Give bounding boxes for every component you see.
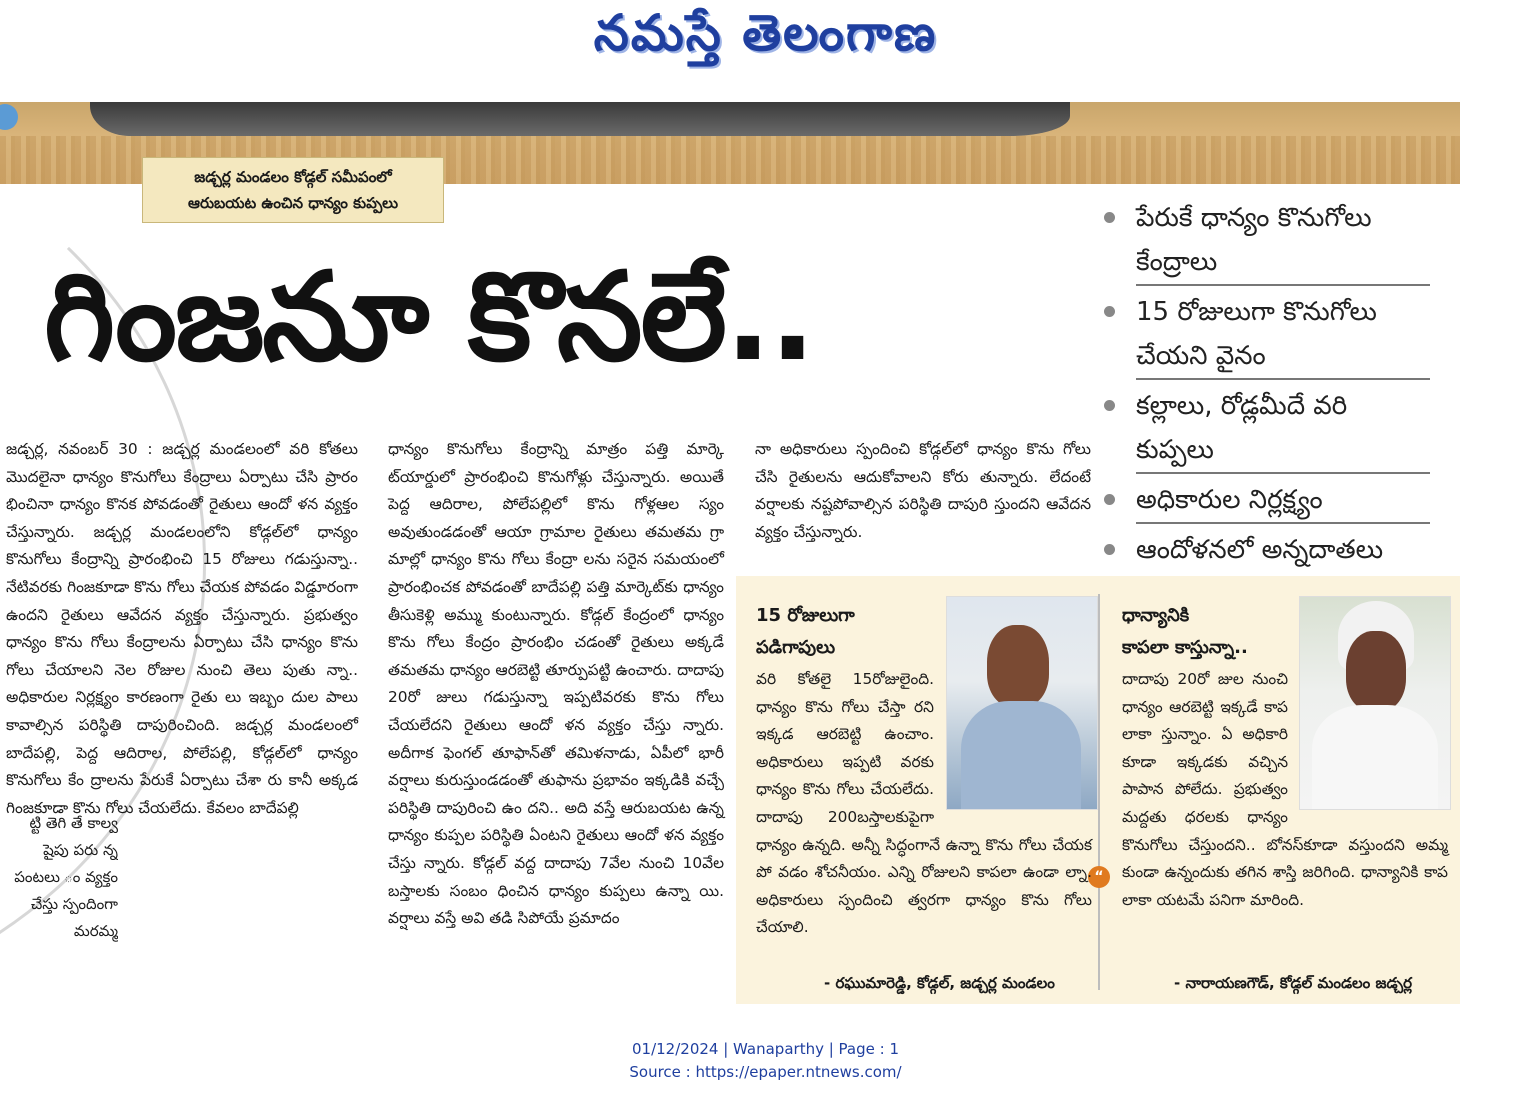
highlight-divider [1136,472,1430,474]
article-column-2 [388,436,724,933]
photo-tarp [90,102,1070,136]
article-text: ధాన్యం కొనుగోలు కేంద్రాన్ని మాత్రం పత్తి మార్కె ట్‌యార్డులో ప్రారంభించి కొనుగోళ్లు చేస్తున్నారు. అయితే పెద్ద ఆదిరాల, పోలేపల్లిలో కొను గోళ్లఆల స్యం అవుతుండడంతో ఆయా గ్రామాల రైతులు తమతమ గ్రా మాల్లో ధాన్యం కొను గోలు కేంద్రా లను సరైన సమయంలో ప్రారంభించక పోవడంతో బాదేపల్లి పత్తి మార్కెట్‌కు ధాన్యం తీసుకెళ్లి అమ్ము కుంటున్నారు. కోడ్గల్ కేంద్రంలో ధాన్యం కొను గోలు కేంద్రం ప్రారంభిం చడంతో రైతులు అక్కడే తమతమ ధాన్యం ఆరబెట్టి తూర్పుపట్టి ఉంచారు. దాదాపు 20రో జులు గడుస్తున్నా ఇప్పటివరకు కొను గోలు చేయలేదని రైతులు ఆందో ళన వ్యక్తం చేస్తు న్నారు. అదీగాక ఫెంగల్ తూఫాన్‌తో తమిళనాడు, ఏపీలో భారీ వర్షాలు కురుస్తుండడంతో తుఫాను ప్రభావం ఇక్కడికి వచ్చే పరిస్థితి దాపురించి ఉం దని.. అది వస్తే ఆరుబయట ఉన్న ధాన్యం కుప్పల పరిస్థితి ఏంటని రైతులు ఆందో ళన వ్యక్తం చేస్తు న్నారు. కోడ్గల్ వద్ద దాదాపు 7వేల నుంచి 10వేల బస్తాలకు సంబం ధించిన ధాన్యం కుప్పలు ఉన్నా యి. వర్షాలు వస్తే అవి తడి సిపోయే ప్రమాదం [388,440,724,928]
highlight-item [1100,384,1430,472]
highlight-divider [1136,378,1430,380]
quote-2-text: దాదాపు 20రో జుల నుంచి ధాన్యం ఆరబెట్టి ఇక్కడే కాప లాకా స్తున్నాం. ఏ అధికారి కూడా ఇక్కడకు వచ్చిన పాపాన పోలేదు. ప్రభుత్వం మద్దతు ధరలకు ధాన్యం కొనుగోలు చేస్తుందని.. బోనస్‌కూడా వస్తుందని అమ్మ కుండా ఉన్నందుకు తగిన శాస్తి జరిగింది. ధాన్యానికి కాప లాకా యటమే పనిగా మారింది. [1122,666,1448,914]
highlights-list [1100,196,1430,572]
photo-caption [142,157,444,223]
article-text: జడ్చర్ల, నవంబర్ 30 : జడ్చర్ల మండలంలో వరి కోతలు మొదలైనా ధాన్యం కొనుగోలు కేంద్రాలు ఏర్పాటు చేసి ప్రారం భించినా ధాన్యం కొనక పోవడంతో రైతులు ఆందో ళన వ్యక్తం చేస్తున్నారు. జడ్చర్ల మండలంలోని కోడ్గల్‌లో ధాన్యం కొనుగోలు కేంద్రాన్ని ప్రారంభించి 15 రోజులు గడుస్తున్నా.. నేటివరకు గింజకూడా కొను గోలు చేయక పోవడం విడ్డూరంగా ఉందని రైతులు ఆవేదన వ్యక్తం చేస్తున్నారు. ప్రభుత్వం ధాన్యం కొను గోలు కేంద్రాలను ఏర్పాటు చేసి ధాన్యం కొను గోలు చేయాలని నెల రోజుల నుంచి తెలు పుతు న్నా.. అధికారుల నిర్లక్ష్యం కారణంగా రైతు లు ఇబ్బం దుల పాలు కావాల్సిన పరిస్థితి దాపురించింది. జడ్చర్ల మండలంలో బాదేపల్లి, పెద్ద ఆదిరాల, పోలేపల్లి, కోడ్గల్‌లో ధాన్యం కొనుగోలు కేం ద్రాలను పేరుకే ఏర్పాటు చేశా రు కానీ అక్కడ గింజకూడా కొను గోలు చేయలేదు. కేవలం బాదేపల్లి [6,440,358,817]
highlight-item [1100,196,1430,284]
highlight-item [1100,528,1430,572]
bullet-icon [1104,306,1115,317]
footer-date-line: 01/12/2024 | Wanaparthy | Page : 1 [632,1040,899,1058]
quote-1-heading-line-2: పడిగాపులు [756,637,836,658]
quote-2-signature: - నారాయణగౌడ్, కోడ్గల్ మండలం జడ్చర్ల [1174,974,1413,992]
highlight-text: 15 రోజులుగా కొనుగోలు చేయని వైనం [1136,297,1377,371]
footer-source-line: Source : https://epaper.ntnews.com/ [629,1063,902,1081]
highlight-divider [1136,522,1430,524]
highlight-divider [1136,284,1430,286]
photo-spacer [1288,666,1448,806]
caption-line-1: జడ్చర్ల మండలం కోడ్గల్ సమీపంలో [194,168,392,186]
bullet-icon [1104,212,1115,223]
highlight-item [1100,290,1430,378]
quote-icon: “ [1088,866,1110,888]
photo-spacer [934,666,1092,806]
footer [0,1038,1531,1084]
article-column-3 [755,436,1091,546]
masthead-title: నమస్తే తెలంగాణ [593,3,938,62]
article-text: నా అధికారులు స్పందించి కోడ్గల్‌లో ధాన్యం కొను గోలు చేసి రైతులను ఆదుకోవాలని కోరు తున్నారు. లేదంటే వర్షాలకు నష్టపోవాల్సిన పరిస్థితి దాపురి స్తుందని ఆవేదన వ్యక్తం చేస్తున్నారు. [755,440,1091,541]
quote-1-heading-line-1: 15 రోజులుగా [756,605,855,626]
quote-1-signature: - రఘుమారెడ్డి, కోడ్గల్, జడ్చర్ల మండలం [824,974,1055,992]
quote-2-heading-line-2: కాపలా కాస్తున్నా.. [1122,637,1248,658]
headline: గింజనూ కొనలే.. [44,246,814,388]
bullet-icon [1104,544,1115,555]
article-column-1 [6,436,358,822]
quotes-divider [1098,594,1100,990]
adjacent-article-fragment: ట్టి తెగి తే కాల్వ షైపు పరు న్న పంటలు ం వ్యక్తం చేస్తు స్పందింగా మరమ్మ [14,814,118,940]
highlight-text: పేరుకే ధాన్యం కొనుగోలు కేంద్రాలు [1136,203,1372,277]
highlight-text: కల్లాలు, రోడ్లమీదే వరి కుప్పలు [1136,391,1348,465]
caption-line-2: ఆరుబయట ఉంచిన ధాన్యం కుప్పలు [187,194,399,212]
highlight-text: అధికారుల నిర్లక్ష్యం [1136,485,1323,515]
quote-2-heading-line-1: ధాన్యానికి [1122,605,1190,626]
bullet-icon [1104,400,1115,411]
quote-1-text: వరి కోతలై 15రోజులైంది. ధాన్యం కొను గోలు చేస్తా రని ఇక్కడ ఆరబెట్టి ఉంచాం. అధికారులు ఇప్పటి వరకు ధాన్యం కొను గోలు చేయలేదు. దాదాపు 200బస్తాలకుపైగా ధాన్యం ఉన్నది. అన్నీ సిద్ధంగానే ఉన్నా కొను గోలు చేయక పో వడం శోచనీయం. ఎన్ని రోజులని కాపలా ఉండా ల్నా. అధికారులు స్పందించి త్వరగా ధాన్యం కొను గోలు చేయాలి. [756,666,1092,826]
bullet-icon [1104,494,1115,505]
highlight-text: ఆందోళనలో అన్నదాతలు [1136,535,1384,565]
quote-2-heading [1122,600,1292,664]
highlight-item [1100,478,1430,522]
masthead [0,0,1531,78]
quote-1-heading [756,600,936,664]
